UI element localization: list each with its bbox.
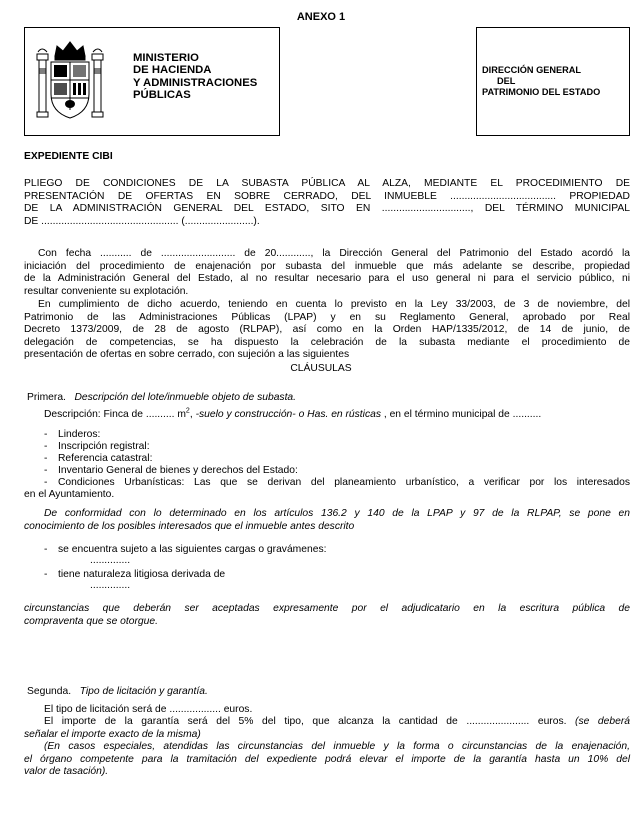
intro2-line: presentación de ofertas en sobre cerrado, con sujeción a las siguientes — [24, 349, 350, 360]
bullet-item: Inventario General de bienes y derechos del Estado: — [58, 465, 298, 476]
directorate-line1: DIRECCIÓN GENERAL — [482, 65, 582, 75]
conformity-line: conocimiento de los posibles interesados que el inmueble antes descrito — [24, 520, 355, 532]
bullet-item: Referencia catastral: — [58, 453, 153, 464]
intro1-line: resultar conveniente su explotación. — [24, 285, 189, 297]
title-line: PRESENTACIÓN DE OFERTAS EN SOBRE CERRADO, DEL INMUEBLE ..................................... PROPIEDAD — [24, 190, 630, 202]
intro-paragraph-2 — [24, 299, 630, 362]
bullet-item: Linderos: — [58, 429, 101, 440]
description-italic: -suelo y construcción- o Has. en rústicas — [195, 409, 381, 420]
urban-conditions-line1: Condiciones Urbanísticas: Las que se derivan del planeamiento urbanístico, a verificar por los interesados — [58, 477, 630, 488]
intro1-line: Con fecha ........... de .......................... de 20............, la Dirección General del Patrimonio del Estado acordó la — [38, 248, 630, 259]
special-line: (En casos especiales, atendidas las circunstancias del inmueble y la forma o circunstancias de la enajenación, — [44, 741, 630, 752]
directorate-box — [476, 27, 630, 136]
description-municipality: , en el término municipal de .......... — [380, 409, 542, 420]
guarantee-text: El importe de la garantía será del 5% del tipo, que alcanza la cantidad de ...................... euros. — [44, 716, 576, 727]
bidding-type-line: El tipo de licitación será de .................. euros. — [44, 704, 253, 715]
file-label: EXPEDIENTE CIBI — [24, 151, 113, 162]
intro1-line: iniciación del procedimiento de enajenación por subasta del inmueble que más adelante se describe, propiedad — [24, 260, 630, 272]
bullet-item: Inscripción registral: — [58, 441, 150, 452]
title-line: PLIEGO DE CONDICIONES DE LA SUBASTA PÚBLICA AL ALZA, MEDIANTE EL PROCEDIMIENTO DE — [24, 178, 630, 189]
guarantee-paragraph — [24, 716, 630, 741]
bullet-dash: - — [44, 453, 48, 464]
urban-conditions-line2: en el Ayuntamiento. — [24, 489, 115, 500]
intro2-line: Patrimonio de las Administraciones Públicas (LPAP) y en su Reglamento General, aprobado por Real — [24, 311, 630, 323]
description-sep: , — [189, 409, 196, 420]
guarantee-note-line2: señalar el importe exacto de la misma) — [24, 728, 201, 740]
circumstances-paragraph — [24, 603, 630, 628]
first-clause-title: Descripción del lote/inmueble objeto de subasta. — [74, 392, 297, 403]
intro-paragraph-1 — [24, 248, 630, 298]
directorate-line2: DEL — [497, 76, 516, 86]
intro2-line: Decreto 1373/2009, de 28 de agosto (RLPAP), así como en la Orden HAP/1335/2012, de 14 de junio, de — [24, 324, 630, 335]
ministry-line4: PÚBLICAS — [133, 88, 191, 101]
title-paragraph — [24, 178, 630, 228]
second-clause-label: Segunda. — [27, 686, 72, 697]
description-text: Descripción: Finca de .......... m — [44, 409, 186, 420]
ministry-line1: MINISTERIO — [133, 52, 199, 64]
square-superscript: 2 — [185, 407, 190, 415]
conformity-line: De conformidad con lo determinado en los artículos 136.2 y 140 de la LPAP y 97 de la RLPAP, se pone en — [44, 508, 630, 519]
guarantee-note: (se deberá — [575, 716, 630, 727]
bullet-dash: - — [44, 465, 48, 476]
intro2-line: delegación de competencias, se ha dispuesto la celebración de la subasta mediante el procedimiento de — [24, 336, 630, 348]
bullet-dash: - — [44, 429, 48, 440]
intro1-line: de la Administración General del Estado, al no resultar necesario para el uso general ni para el servicio público, ni — [24, 273, 630, 284]
special-line: valor de tasación). — [24, 766, 109, 777]
coat-of-arms-icon — [35, 38, 105, 124]
bullet-dash: - — [44, 441, 48, 452]
bullet-dash: - — [44, 544, 48, 555]
ministry-line2: DE HACIENDA — [133, 64, 212, 77]
conformity-paragraph — [24, 508, 630, 533]
second-clause-heading — [27, 686, 208, 699]
special-cases-paragraph — [24, 741, 630, 779]
litigation-dots: .............. — [90, 580, 131, 591]
litigation-item: tiene naturaleza litigiosa derivada de — [58, 569, 226, 580]
description-line — [44, 409, 634, 422]
second-clause-title: Tipo de licitación y garantía. — [79, 686, 208, 697]
special-line: el órgano competente para la tramitación del expediente podrá elevar el importe de la garantía hasta un 10% del — [24, 753, 630, 765]
charges-item: se encuentra sujeto a las siguientes cargas o gravámenes: — [58, 544, 327, 555]
clauses-heading: CLÁUSULAS — [290, 363, 352, 374]
first-clause-heading — [27, 392, 296, 405]
bullet-dash: - — [44, 477, 48, 488]
ministry-line3: Y ADMINISTRACIONES — [133, 76, 258, 89]
first-clause-label: Primera. — [27, 392, 66, 403]
charges-dots: .............. — [90, 555, 131, 566]
directorate-line3: PATRIMONIO DEL ESTADO — [482, 87, 601, 97]
title-line: DE ................................................ (........................). — [24, 215, 260, 227]
annex-title: ANEXO 1 — [296, 11, 346, 23]
circumstances-line: compraventa que se otorgue. — [24, 615, 158, 627]
bullet-dash: - — [44, 569, 48, 580]
intro2-line: En cumplimiento de dicho acuerdo, teniendo en cuenta lo previsto en la Ley 33/2003, de 3 de noviembre, del — [38, 299, 630, 310]
title-line: DE LA ADMINISTRACIÓN GENERAL DEL ESTADO, SITO EN ..............................., DEL TÉRMINO MUNICIPAL — [24, 203, 630, 214]
ministry-box — [24, 27, 280, 136]
circumstances-line: circunstancias que deberán ser aceptadas expresamente por el adjudicatario en la escritura pública de — [24, 603, 630, 614]
